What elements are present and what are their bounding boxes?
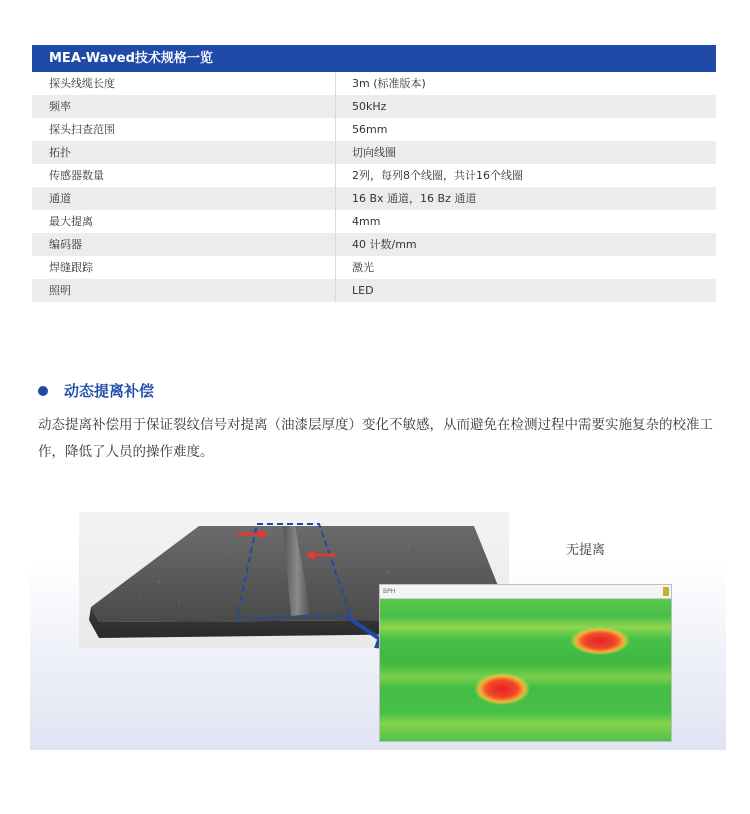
scan-view-label: BPH — [383, 588, 396, 595]
section-description: 动态提离补偿用于保证裂纹信号对提离（油漆层厚度）变化不敏感，从而避免在检测过程中需要实施复杂的校准工作，降低了人员的操作难度。 — [38, 417, 713, 460]
spec-row — [32, 233, 716, 256]
spec-value: 切向线圈 — [352, 146, 396, 159]
heatmap-image — [380, 599, 671, 741]
spec-value: 激光 — [352, 261, 374, 274]
spec-key: 最大提离 — [32, 210, 336, 233]
spec-value: 40 计数/mm — [352, 238, 417, 251]
scan-window — [379, 584, 672, 742]
section-title: 动态提离补偿 — [64, 382, 155, 400]
scan-toolbar — [380, 585, 671, 599]
spec-row — [32, 118, 716, 141]
spec-table-body — [32, 72, 716, 302]
spec-table-title: MEA-Waved技术规格一览 — [32, 45, 716, 72]
spec-value: 2列，每列8个线圈，共计16个线圈 — [352, 169, 523, 182]
spec-value: 3m (标准版本) — [352, 77, 426, 90]
spec-row — [32, 187, 716, 210]
spec-key: 照明 — [32, 279, 336, 302]
spec-value: 4mm — [352, 215, 381, 228]
spec-row — [32, 141, 716, 164]
spec-row — [32, 164, 716, 187]
section-heading — [38, 380, 154, 401]
defect-indication-upper — [570, 627, 630, 655]
spec-row — [32, 256, 716, 279]
color-scale-icon — [663, 587, 669, 596]
spec-key: 传感器数量 — [32, 164, 336, 187]
spec-value: 56mm — [352, 123, 388, 136]
spec-row — [32, 95, 716, 118]
spec-key: 频率 — [32, 95, 336, 118]
figure-caption: 无提离 — [566, 543, 606, 558]
spec-key: 探头线缆长度 — [32, 72, 336, 95]
spec-value: LED — [352, 284, 374, 297]
bullet-icon — [38, 386, 48, 396]
spec-value: 16 Bx 通道，16 Bz 通道 — [352, 192, 477, 205]
defect-indication-lower — [474, 673, 530, 705]
spec-key: 探头扫查范围 — [32, 118, 336, 141]
spec-key: 焊缝跟踪 — [32, 256, 336, 279]
spec-row — [32, 210, 716, 233]
spec-key: 通道 — [32, 187, 336, 210]
spec-row — [32, 72, 716, 95]
scan-heatmap — [380, 599, 671, 741]
spec-key: 编码器 — [32, 233, 336, 256]
spec-key: 拓扑 — [32, 141, 336, 164]
spec-table — [32, 45, 716, 302]
spec-value: 50kHz — [352, 100, 387, 113]
spec-row — [32, 279, 716, 302]
